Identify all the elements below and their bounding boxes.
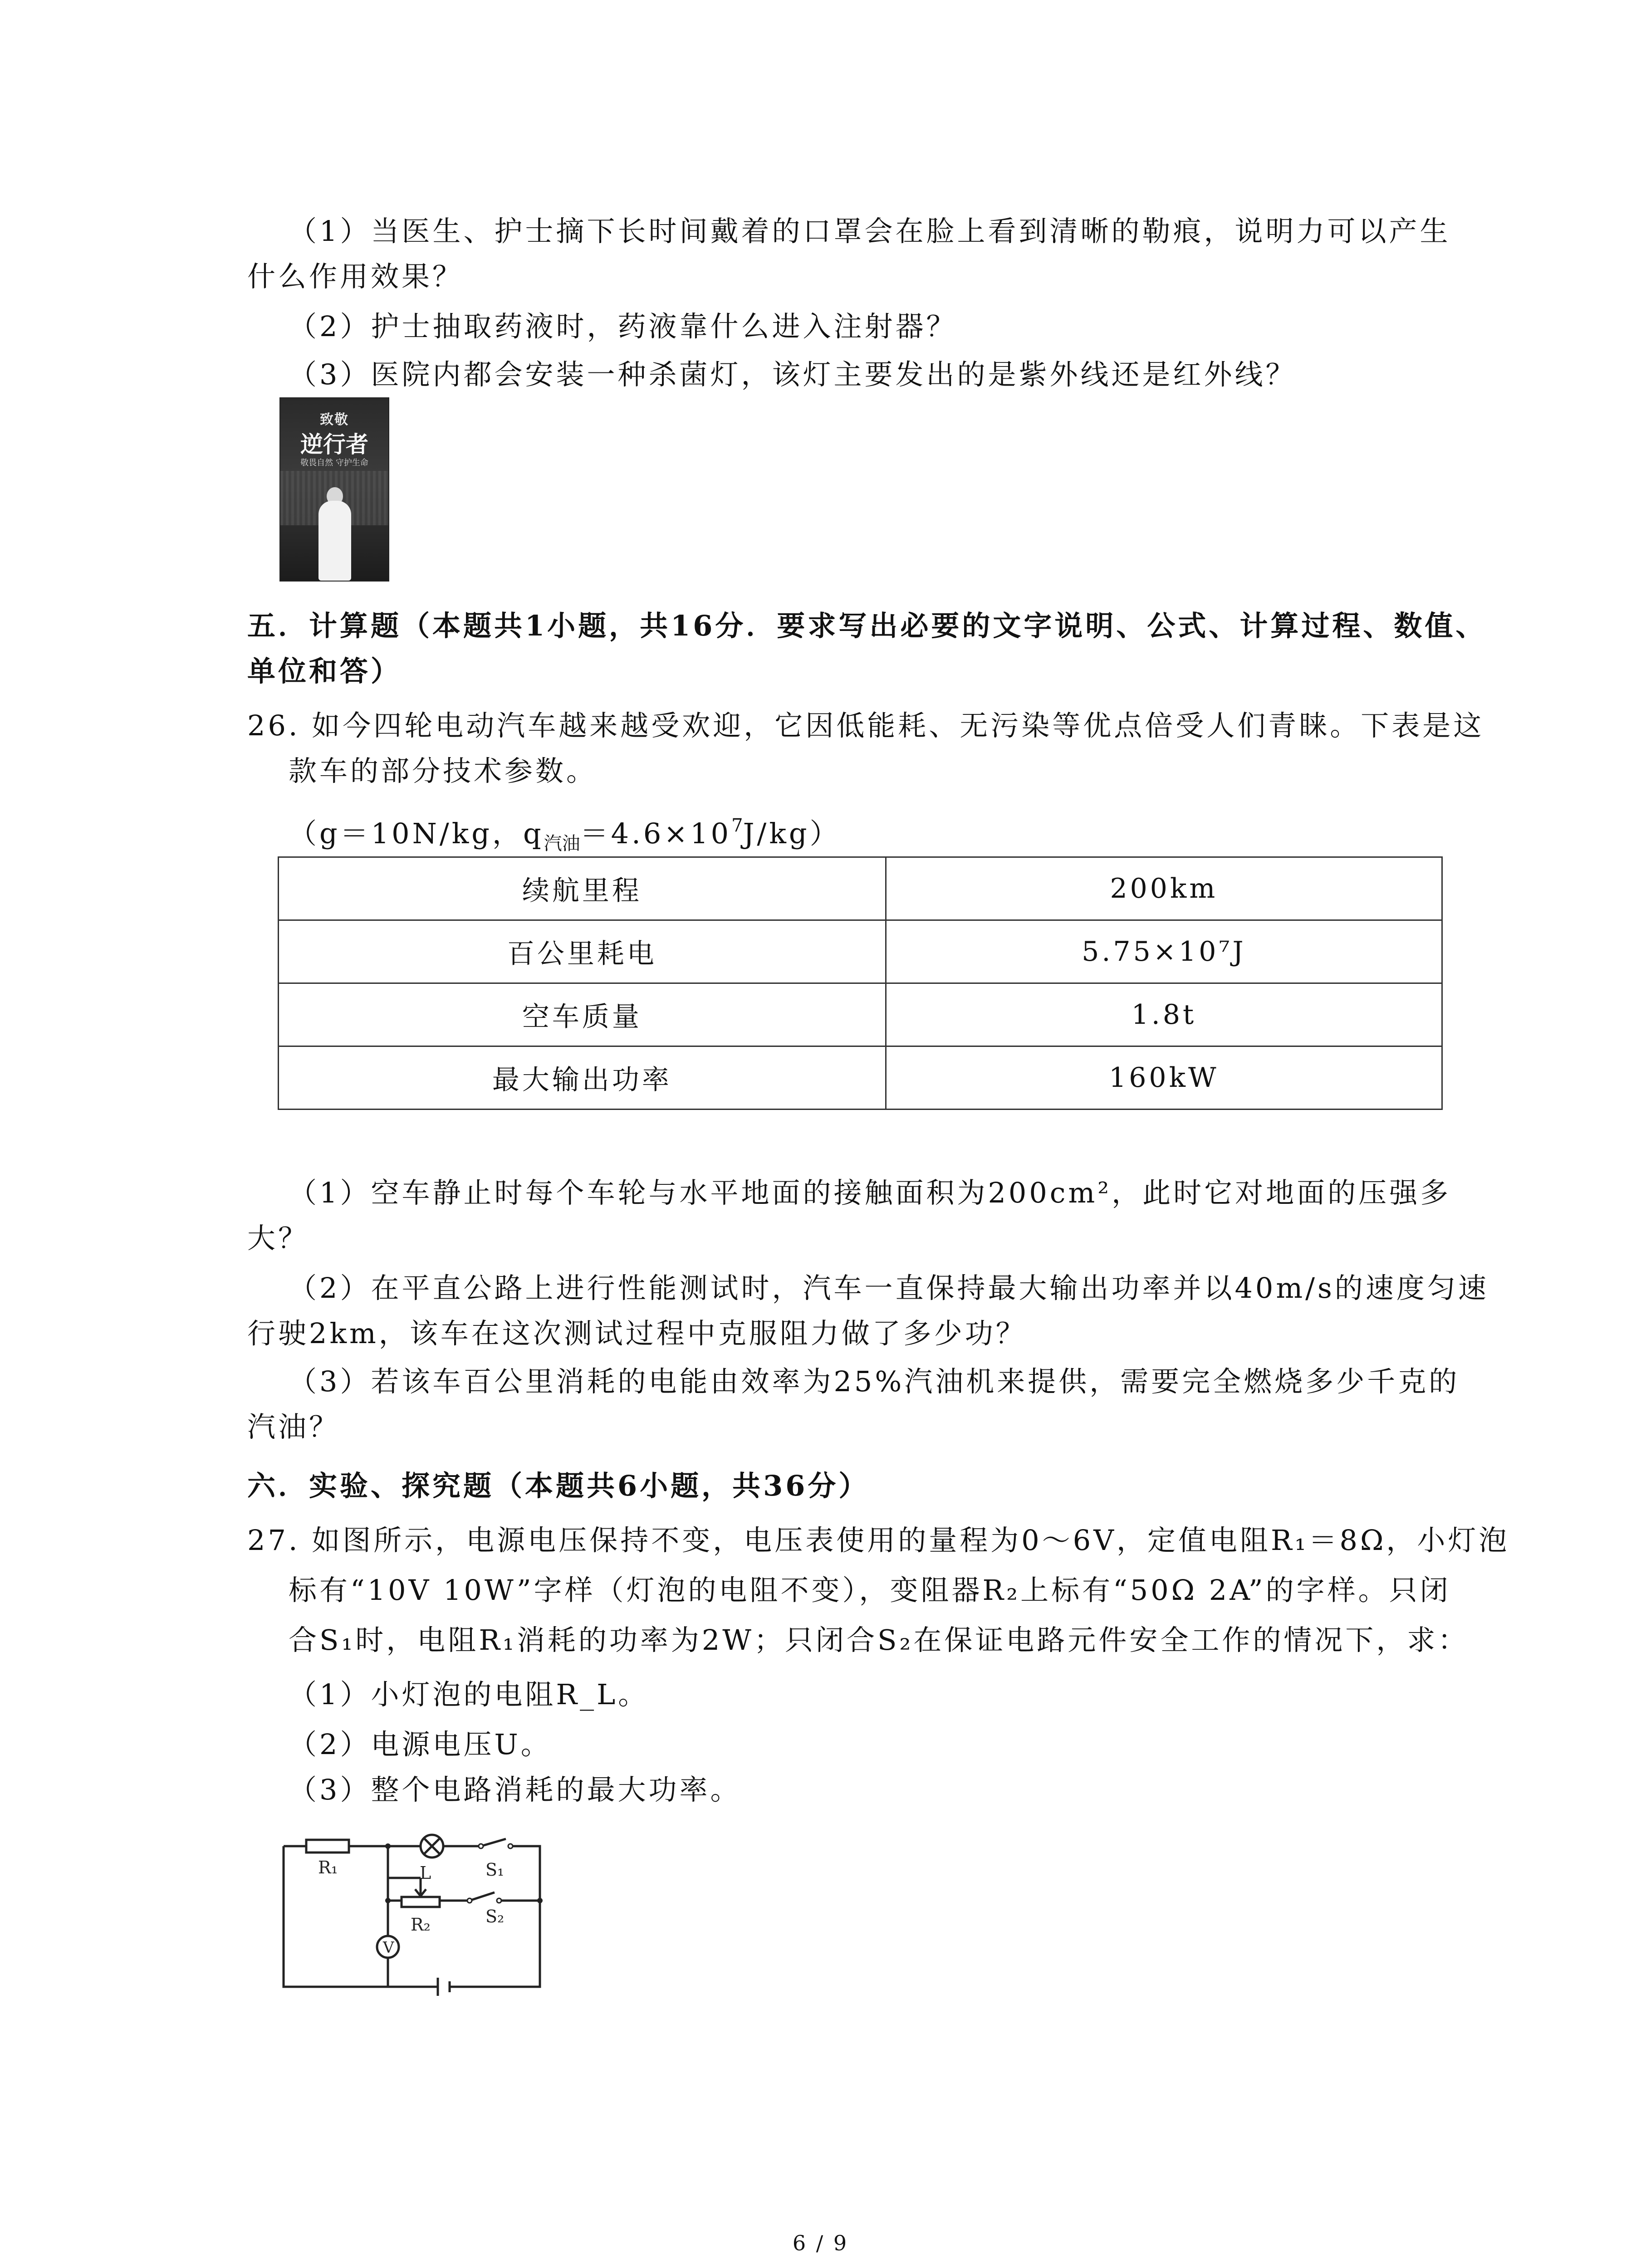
spec-table xyxy=(278,856,1443,1110)
junction-dot xyxy=(537,1898,543,1903)
poster-top-text: 致敬 xyxy=(320,412,349,428)
section-6-heading: 六．实验、探究题（本题共6小题，共36分） xyxy=(247,1469,870,1502)
section-5-heading-line-1: 五．计算题（本题共1小题，共16分．要求写出必要的文字说明、公式、计算过程、数值、 xyxy=(247,609,1487,642)
table-cell-label: 最大输出功率 xyxy=(279,1046,886,1110)
switch-s1-symbol xyxy=(443,1839,506,1846)
circuit-diagram xyxy=(279,1828,551,2005)
table-row xyxy=(279,983,1442,1046)
table-cell-label: 百公里耗电 xyxy=(279,920,886,983)
q26-part-1-line-1: （1）空车静止时每个车轮与水平地面的接触面积为200cm²，此时它对地面的压强多 xyxy=(289,1176,1451,1209)
table-row xyxy=(279,920,1442,983)
q26-part-1-line-2: 大？ xyxy=(247,1222,309,1255)
table-cell-value: 5.75×10⁷J xyxy=(886,920,1442,983)
rheostat-r2-symbol xyxy=(402,1897,440,1907)
junction-dot xyxy=(385,1898,391,1903)
q26-given-constants: （g＝10N/kg，$q_{汽油}=4.6\times 10^7J/kg$） xyxy=(289,815,841,854)
table-row xyxy=(279,857,1442,920)
q25-line-3: （2）护士抽取药液时，药液靠什么进入注射器？ xyxy=(289,310,957,343)
table-row xyxy=(279,1046,1442,1110)
table-cell-label: 续航里程 xyxy=(279,857,886,920)
q27-part-2: （2）电源电压U。 xyxy=(289,1728,552,1761)
q25-line-2: 什么作用效果？ xyxy=(247,260,464,293)
q26-line-2: 款车的部分技术参数。 xyxy=(289,754,598,787)
label-lamp: L xyxy=(420,1863,431,1883)
poster-subtitle: 敬畏自然 守护生命 xyxy=(300,458,368,468)
label-r2: R₂ xyxy=(411,1915,431,1935)
section-5-heading-line-2: 单位和答） xyxy=(247,655,402,688)
q26-line-1: 26. 如今四轮电动汽车越来越受欢迎，它因低能耗、无污染等优点倍受人们青睐。下表是这 xyxy=(247,709,1484,742)
table-cell-label: 空车质量 xyxy=(279,983,886,1046)
q25-line-4: （3）医院内都会安装一种杀菌灯，该灯主要发出的是紫外线还是红外线？ xyxy=(289,358,1297,391)
q27-line-2: 标有“10V 10W”字样（灯泡的电阻不变），变阻器R₂上标有“50Ω 2A”的字样。只闭 xyxy=(289,1574,1451,1607)
q26-part-3-line-2: 汽油？ xyxy=(247,1410,340,1443)
table-cell-value: 1.8t xyxy=(886,983,1442,1046)
table-cell-value: 160kW xyxy=(886,1046,1442,1110)
junction-dot xyxy=(385,1843,391,1849)
label-s2: S₂ xyxy=(485,1906,505,1926)
q26-part-3-line-1: （3）若该车百公里消耗的电能由效率为25%汽油机来提供，需要完全燃烧多少千克的 xyxy=(289,1365,1460,1398)
poster-title: 逆行者 xyxy=(300,431,368,458)
page-number: 6 / 9 xyxy=(792,2231,849,2255)
q26-part-2-line-1: （2）在平直公路上进行性能测试时，汽车一直保持最大输出功率并以40m/s的速度匀速 xyxy=(289,1271,1489,1305)
poster-image xyxy=(279,397,389,582)
label-s1: S₁ xyxy=(485,1860,505,1880)
resistor-r1-symbol xyxy=(306,1840,349,1853)
q27-line-1: 27. 如图所示，电源电压保持不变，电压表使用的量程为0～6V，定值电阻R₁＝8Ω，小灯泡 xyxy=(247,1524,1510,1557)
q25-line-1: （1）当医生、护士摘下长时间戴着的口罩会在脸上看到清晰的勒痕，说明力可以产生 xyxy=(289,215,1451,248)
table-cell-value: 200km xyxy=(886,857,1442,920)
q26-part-2-line-2: 行驶2km，该车在这次测试过程中克服阻力做了多少功？ xyxy=(247,1317,1027,1350)
q27-part-1: （1）小灯泡的电阻R_L。 xyxy=(289,1678,649,1711)
poster-doctor-figure xyxy=(318,501,351,581)
q27-part-3: （3）整个电路消耗的最大功率。 xyxy=(289,1773,741,1806)
label-voltmeter: V xyxy=(383,1939,394,1957)
label-r1: R₁ xyxy=(318,1857,338,1877)
q27-line-3: 合S₁时，电阻R₁消耗的功率为2W；只闭合S₂在保证电路元件安全工作的情况下，求： xyxy=(289,1623,1469,1657)
